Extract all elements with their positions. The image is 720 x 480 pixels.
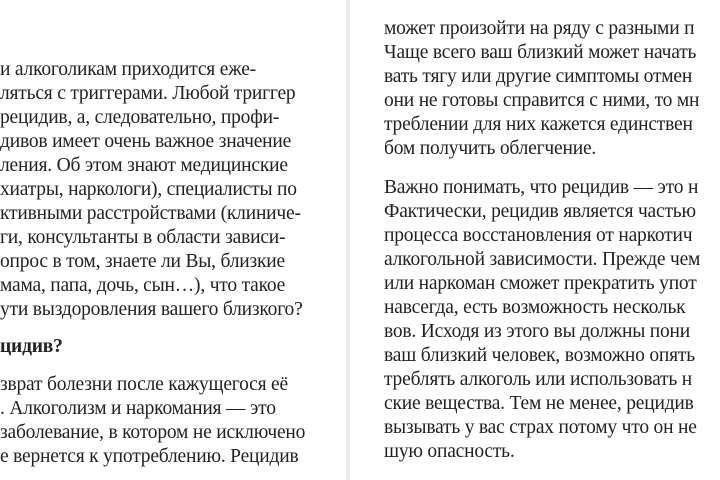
text-line: вызывать у вас страх потому что он не — [384, 417, 697, 438]
text-line: ления. Об этом знают медицинские — [0, 155, 288, 176]
text-line: ктивными расстройствами (клиниче- — [0, 203, 301, 224]
text-line: ляться с триггерами. Любой триггер — [0, 83, 296, 104]
text-line: ги, консультанты в области зависи- — [0, 227, 286, 248]
text-line: ути выздоровления вашего близкого? — [0, 299, 303, 320]
text-line: или наркоман сможет прекратить упот — [384, 273, 697, 294]
text-line: зврат болезни после кажущегося её — [0, 374, 288, 395]
text-line: ваш близкий человек, возможно опять — [384, 345, 695, 366]
text-line: алкогольной зависимости. Прежде чем — [384, 249, 701, 270]
section-heading: цидив? — [0, 336, 63, 357]
text-line: рецидив, а, следовательно, профи- — [0, 107, 280, 128]
text-line: шую опасность. — [384, 441, 515, 462]
right-page — [350, 0, 720, 480]
text-line: дивов имеет очень важное значение — [0, 131, 292, 152]
text-line: навсегда, есть возможность нескольк — [384, 297, 686, 318]
text-line: они не готовы справится с ними, то мн — [384, 90, 700, 111]
text-line: е вернется к употреблению. Рецидив — [0, 446, 299, 467]
text-line: Фактически, рецидив является частью — [384, 201, 696, 222]
text-line: процесса восстановления от наркотич — [384, 225, 693, 246]
text-line: мама, папа, дочь, сын…), что такое — [0, 275, 286, 296]
text-line: Важно понимать, что рецидив — это н — [384, 177, 699, 198]
text-line: . Алкоголизм и наркомания — это — [0, 398, 276, 419]
text-line: треблении для них кажется единствен — [384, 114, 693, 135]
text-line: и алкоголикам приходится еже- — [0, 59, 256, 80]
text-line: заболевание, в котором не исключено — [0, 422, 306, 443]
text-line: хиатры, наркологи), специалисты по — [0, 179, 297, 200]
text-line: вать тягу или другие симптомы отмен — [384, 66, 693, 87]
text-line: бом получить облегчение. — [384, 138, 597, 159]
text-line: может произойти на ряду с разными п — [384, 18, 695, 39]
text-line: опрос в том, знаете ли Вы, близкие — [0, 251, 285, 272]
text-line: треблять алкоголь или использовать н — [384, 369, 692, 390]
text-line: Чаще всего ваш близкий может начать — [384, 42, 697, 63]
left-page — [0, 0, 346, 480]
text-line: ские вещества. Тем не менее, рецидив — [384, 393, 694, 414]
text-line: вов. Исходя из этого вы должны пони — [384, 321, 691, 342]
